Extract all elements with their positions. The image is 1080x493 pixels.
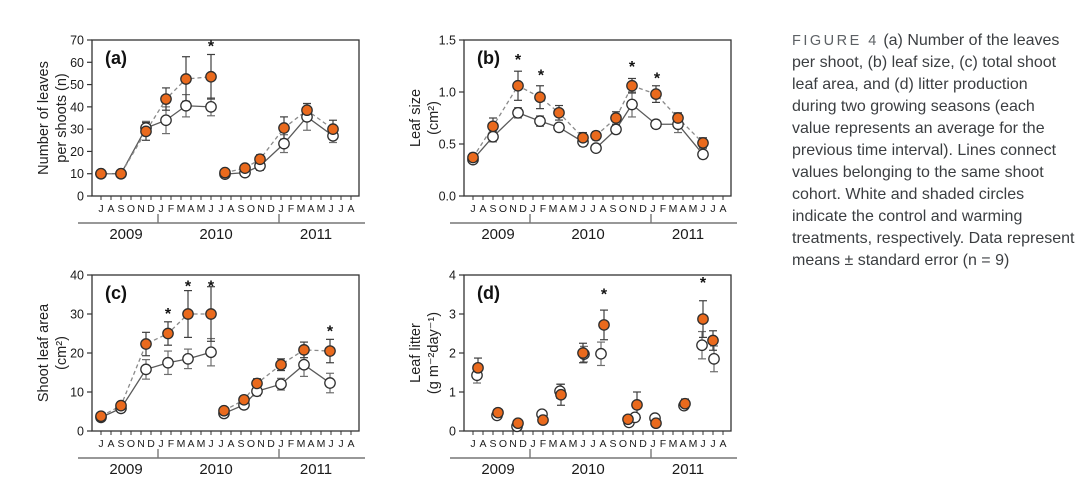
marker-warming — [219, 406, 229, 416]
marker-warming — [276, 360, 286, 370]
month-tick-label: M — [196, 438, 206, 450]
month-tick-label: S — [609, 203, 617, 215]
month-tick-label: F — [539, 203, 547, 215]
chart-svg-b — [390, 20, 762, 256]
y-tick-label: 2 — [449, 346, 456, 361]
month-tick-label: A — [599, 438, 607, 450]
month-tick-label: N — [137, 203, 145, 215]
month-tick-label: A — [107, 203, 115, 215]
year-label: 2011 — [299, 226, 333, 243]
caption-label: FIGURE 4 — [792, 33, 879, 49]
marker-warming — [163, 328, 173, 338]
significance-asterisk: * — [326, 323, 334, 341]
marker-control — [181, 101, 191, 111]
marker-warming — [513, 81, 523, 91]
significance-asterisk: * — [207, 38, 215, 56]
significance-asterisk: * — [600, 286, 608, 304]
marker-warming — [220, 167, 230, 177]
panel-label: (b) — [477, 48, 500, 68]
y-tick-label: 1 — [449, 385, 456, 400]
month-tick-label: J — [98, 438, 104, 450]
month-tick-label: M — [196, 203, 206, 215]
month-tick-label: N — [509, 438, 517, 450]
marker-control — [513, 108, 523, 118]
month-tick-label: A — [559, 438, 567, 450]
y-tick-label: 40 — [70, 100, 84, 115]
marker-control — [325, 378, 335, 388]
marker-warming — [116, 169, 126, 179]
month-tick-label: M — [316, 438, 326, 450]
month-tick-label: N — [629, 203, 637, 215]
marker-warming — [468, 152, 478, 162]
month-tick-label: D — [267, 203, 275, 215]
month-tick-label: A — [679, 203, 687, 215]
month-tick-label: O — [498, 203, 508, 215]
month-tick-label: F — [287, 203, 295, 215]
month-tick-label: S — [237, 438, 245, 450]
month-tick-label: J — [710, 438, 716, 450]
marker-warming — [493, 407, 503, 417]
year-label: 2009 — [481, 461, 515, 478]
y-tick-label: 20 — [70, 346, 84, 361]
y-axis-label: Number of leaves — [36, 61, 52, 175]
month-tick-label: F — [287, 438, 295, 450]
marker-control — [611, 124, 621, 134]
marker-warming — [632, 400, 642, 410]
y-tick-label: 3 — [449, 307, 456, 322]
marker-warming — [680, 399, 690, 409]
month-tick-label: J — [530, 203, 536, 215]
month-tick-label: F — [659, 438, 667, 450]
month-tick-label: N — [509, 203, 517, 215]
cohort-line-warming — [101, 314, 211, 416]
month-tick-label: M — [668, 203, 678, 215]
month-tick-label: A — [479, 438, 487, 450]
marker-warming — [488, 121, 498, 131]
month-tick-label: D — [519, 203, 527, 215]
month-tick-label: S — [609, 438, 617, 450]
marker-control — [535, 116, 545, 126]
marker-warming — [96, 169, 106, 179]
month-tick-label: F — [659, 203, 667, 215]
month-tick-label: J — [580, 438, 586, 450]
month-tick-label: J — [590, 203, 596, 215]
month-tick-label: J — [338, 203, 344, 215]
marker-control — [279, 138, 289, 148]
marker-warming — [473, 363, 483, 373]
month-tick-label: J — [278, 203, 284, 215]
month-tick-label: A — [599, 203, 607, 215]
marker-control — [697, 340, 707, 350]
marker-warming — [325, 346, 335, 356]
marker-warming — [538, 415, 548, 425]
cohort-line-warming — [101, 77, 211, 174]
marker-warming — [591, 130, 601, 140]
marker-control — [161, 115, 171, 125]
month-tick-label: N — [257, 203, 265, 215]
marker-control — [206, 347, 216, 357]
marker-control — [183, 354, 193, 364]
month-tick-label: A — [307, 438, 315, 450]
marker-warming — [302, 105, 312, 115]
marker-warming — [578, 348, 588, 358]
month-tick-label: O — [126, 203, 136, 215]
month-tick-label: M — [568, 438, 578, 450]
month-tick-label: J — [650, 203, 656, 215]
significance-asterisk: * — [164, 306, 172, 323]
month-tick-label: J — [580, 203, 586, 215]
marker-control — [596, 349, 606, 359]
marker-warming — [299, 345, 309, 355]
marker-warming — [611, 113, 621, 123]
year-label: 2009 — [109, 226, 143, 243]
marker-warming — [206, 309, 216, 319]
marker-warming — [627, 81, 637, 91]
y-axis-label: (g m⁻²day⁻¹) — [426, 311, 442, 395]
marker-warming — [252, 378, 262, 388]
month-tick-label: J — [470, 203, 476, 215]
y-tick-label: 1.0 — [438, 85, 456, 100]
marker-control — [709, 354, 719, 364]
month-tick-label: M — [296, 203, 306, 215]
month-tick-label: N — [257, 438, 265, 450]
marker-warming — [651, 418, 661, 428]
marker-control — [488, 132, 498, 142]
month-tick-label: D — [147, 203, 155, 215]
marker-warming — [141, 339, 151, 349]
month-tick-label: N — [137, 438, 145, 450]
y-axis-label: Leaf litter — [408, 323, 424, 383]
year-label: 2010 — [199, 226, 233, 243]
year-label: 2010 — [571, 226, 605, 243]
y-tick-label: 60 — [70, 55, 84, 70]
month-tick-label: A — [559, 203, 567, 215]
month-tick-label: A — [227, 203, 235, 215]
y-tick-label: 10 — [70, 167, 84, 182]
marker-control — [276, 379, 286, 389]
month-tick-label: J — [208, 203, 214, 215]
y-tick-label: 70 — [70, 33, 84, 48]
month-tick-label: O — [618, 203, 628, 215]
month-tick-label: J — [158, 438, 164, 450]
month-tick-label: A — [107, 438, 115, 450]
month-tick-label: A — [227, 438, 235, 450]
marker-warming — [623, 414, 633, 424]
month-tick-label: A — [479, 203, 487, 215]
y-tick-label: 20 — [70, 144, 84, 159]
month-tick-label: O — [246, 203, 256, 215]
marker-warming — [328, 124, 338, 134]
marker-warming — [513, 418, 523, 428]
marker-control — [299, 360, 309, 370]
marker-warming — [96, 411, 106, 421]
significance-asterisk: * — [184, 278, 192, 296]
y-axis-label: Leaf size — [408, 88, 424, 148]
marker-control — [554, 122, 564, 132]
marker-warming — [181, 74, 191, 84]
panel-label: (a) — [105, 48, 127, 68]
y-tick-label: 30 — [70, 307, 84, 322]
month-tick-label: S — [117, 438, 125, 450]
month-tick-label: O — [246, 438, 256, 450]
month-tick-label: J — [98, 203, 104, 215]
y-tick-label: 30 — [70, 122, 84, 137]
month-tick-label: S — [489, 203, 497, 215]
panel-b-chart — [390, 20, 762, 256]
month-tick-label: J — [530, 438, 536, 450]
marker-control — [163, 358, 173, 368]
month-tick-label: S — [237, 203, 245, 215]
month-tick-label: S — [117, 203, 125, 215]
month-tick-label: O — [126, 438, 136, 450]
marker-warming — [161, 94, 171, 104]
month-tick-label: S — [489, 438, 497, 450]
year-label: 2011 — [299, 461, 333, 478]
month-tick-label: D — [639, 203, 647, 215]
month-tick-label: M — [548, 438, 558, 450]
marker-warming — [240, 163, 250, 173]
month-tick-label: M — [316, 203, 326, 215]
month-tick-label: D — [147, 438, 155, 450]
month-tick-label: A — [187, 438, 195, 450]
panel-label: (c) — [105, 283, 127, 303]
significance-asterisk: * — [699, 274, 707, 292]
caption-text: (a) Number of the leaves per shoot, (b) leaf size, (c) total shoot leaf area, and (d) litter production during two growing seasons (each value represents an average for the previous time interval). Lines connect values belonging to the same shoot cohort. White and shaded circles indicate the control and warming treatments, respectively. Data represent means ± standard error (n = 9) — [792, 32, 1075, 269]
month-tick-label: J — [470, 438, 476, 450]
month-tick-label: F — [167, 203, 175, 215]
month-tick-label: J — [338, 438, 344, 450]
marker-warming — [183, 309, 193, 319]
panel-c-chart — [18, 255, 390, 491]
year-label: 2010 — [571, 461, 605, 478]
month-tick-label: M — [296, 438, 306, 450]
marker-warming — [578, 133, 588, 143]
significance-asterisk: * — [537, 67, 545, 85]
month-tick-label: M — [688, 203, 698, 215]
marker-control — [651, 119, 661, 129]
year-label: 2011 — [671, 226, 705, 243]
month-tick-label: F — [539, 438, 547, 450]
marker-control — [698, 149, 708, 159]
marker-control — [627, 99, 637, 109]
y-tick-label: 0.5 — [438, 137, 456, 152]
y-axis-label: (cm²) — [54, 336, 70, 370]
month-tick-label: O — [618, 438, 628, 450]
marker-control — [591, 143, 601, 153]
y-axis-label: (cm²) — [426, 101, 442, 135]
significance-asterisk: * — [628, 59, 636, 77]
y-tick-label: 0 — [449, 424, 456, 439]
chart-svg-c — [18, 255, 390, 491]
month-tick-label: O — [498, 438, 508, 450]
month-tick-label: M — [568, 203, 578, 215]
panel-d-chart — [390, 255, 762, 491]
marker-warming — [116, 400, 126, 410]
marker-warming — [239, 395, 249, 405]
significance-asterisk: * — [207, 278, 215, 296]
month-tick-label: J — [158, 203, 164, 215]
year-label: 2009 — [109, 461, 143, 478]
marker-warming — [556, 390, 566, 400]
y-tick-label: 40 — [70, 268, 84, 283]
month-tick-label: A — [679, 438, 687, 450]
month-tick-label: J — [590, 438, 596, 450]
month-tick-label: J — [328, 203, 334, 215]
marker-warming — [698, 138, 708, 148]
month-tick-label: A — [719, 438, 727, 450]
month-tick-label: M — [176, 438, 186, 450]
month-tick-label: A — [347, 203, 355, 215]
figure-caption — [792, 30, 1076, 272]
marker-warming — [206, 72, 216, 82]
month-tick-label: M — [688, 438, 698, 450]
chart-svg-a — [18, 20, 390, 256]
month-tick-label: M — [668, 438, 678, 450]
panel-label: (d) — [477, 283, 500, 303]
y-tick-label: 0 — [77, 189, 84, 204]
significance-asterisk: * — [514, 51, 522, 69]
chart-svg-d — [390, 255, 762, 491]
marker-warming — [708, 335, 718, 345]
month-tick-label: J — [218, 438, 224, 450]
marker-warming — [255, 154, 265, 164]
month-tick-label: J — [208, 438, 214, 450]
month-tick-label: D — [267, 438, 275, 450]
marker-warming — [279, 123, 289, 133]
year-label: 2010 — [199, 461, 233, 478]
y-tick-label: 4 — [449, 268, 456, 283]
month-tick-label: J — [278, 438, 284, 450]
y-axis-label: per shoots (n) — [54, 73, 70, 163]
month-tick-label: A — [719, 203, 727, 215]
year-label: 2011 — [671, 461, 705, 478]
panel-a-chart — [18, 20, 390, 256]
marker-control — [206, 102, 216, 112]
marker-warming — [651, 89, 661, 99]
month-tick-label: J — [328, 438, 334, 450]
y-tick-label: 1.5 — [438, 33, 456, 48]
y-tick-label: 10 — [70, 385, 84, 400]
marker-control — [141, 364, 151, 374]
year-label: 2009 — [481, 226, 515, 243]
marker-warming — [141, 126, 151, 136]
marker-warming — [554, 108, 564, 118]
month-tick-label: D — [639, 438, 647, 450]
month-tick-label: J — [650, 438, 656, 450]
month-tick-label: M — [548, 203, 558, 215]
significance-asterisk: * — [653, 70, 661, 88]
month-tick-label: J — [218, 203, 224, 215]
month-tick-label: J — [710, 203, 716, 215]
y-tick-label: 0.0 — [438, 189, 456, 204]
marker-warming — [599, 320, 609, 330]
marker-warming — [673, 113, 683, 123]
month-tick-label: N — [629, 438, 637, 450]
y-tick-label: 0 — [77, 424, 84, 439]
month-tick-label: J — [700, 438, 706, 450]
marker-warming — [698, 314, 708, 324]
month-tick-label: M — [176, 203, 186, 215]
month-tick-label: A — [347, 438, 355, 450]
month-tick-label: A — [307, 203, 315, 215]
month-tick-label: D — [519, 438, 527, 450]
month-tick-label: F — [167, 438, 175, 450]
y-tick-label: 50 — [70, 78, 84, 93]
month-tick-label: A — [187, 203, 195, 215]
month-tick-label: J — [700, 203, 706, 215]
marker-warming — [535, 92, 545, 102]
y-axis-label: Shoot leaf area — [36, 303, 52, 403]
